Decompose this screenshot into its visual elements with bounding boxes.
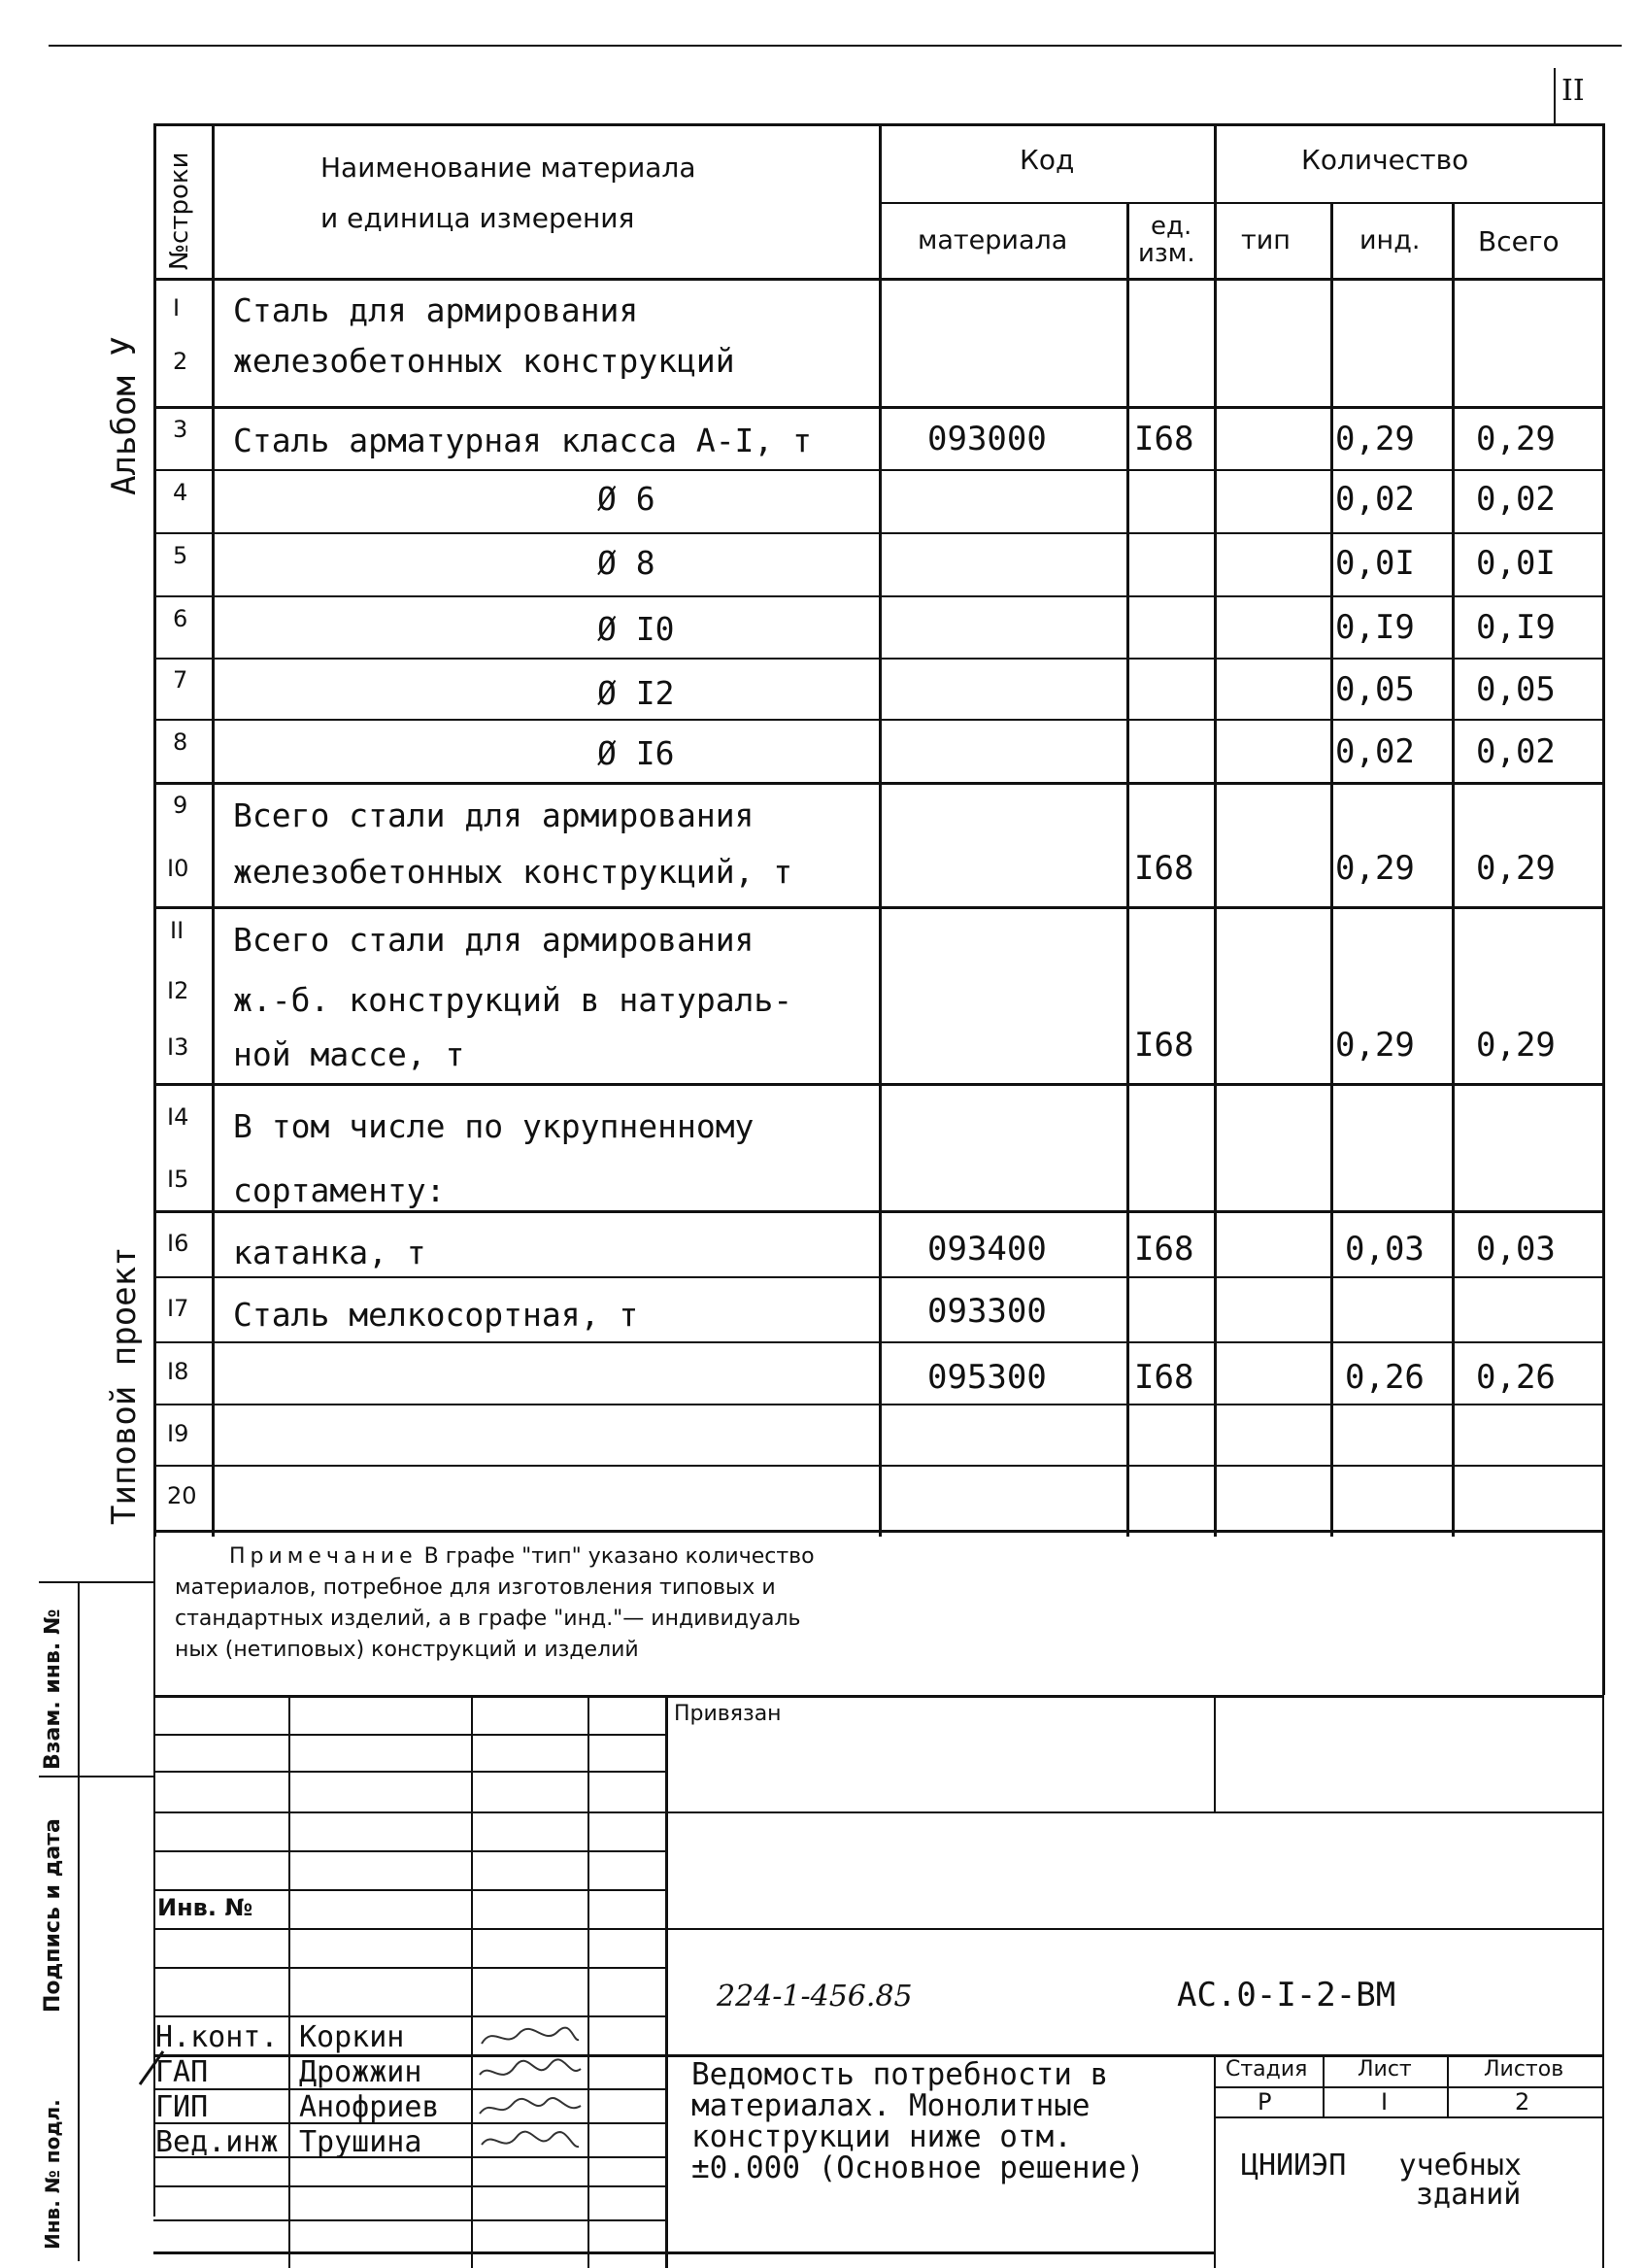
col-line-4	[1214, 123, 1217, 1537]
col-line-3	[1126, 202, 1129, 1537]
row-name: катанка, т	[233, 1234, 426, 1271]
row-name: железобетонных конструкций	[233, 342, 735, 380]
stamp-row	[153, 2015, 665, 2017]
row-number: 6	[173, 605, 188, 632]
header-tip: тип	[1241, 225, 1291, 255]
col-line-0	[153, 123, 156, 1537]
header-unit-a: ед.	[1151, 212, 1192, 241]
row-number: 9	[173, 792, 188, 819]
row-ind: 0,29	[1335, 420, 1415, 458]
note-label: Примечание	[229, 1544, 418, 1569]
margin-col	[78, 1581, 80, 2261]
signature-trushina	[476, 2125, 583, 2158]
stamp-row	[153, 1889, 665, 1891]
stamp-right-low	[1602, 1695, 1604, 2268]
header-material: материала	[918, 225, 1068, 255]
row-line	[153, 406, 1602, 409]
row-name: Ø I0	[597, 610, 675, 648]
row-number: I7	[167, 1295, 189, 1322]
row-name: Ø 8	[597, 544, 655, 582]
row-number: 4	[173, 479, 188, 506]
stamp-col-4	[665, 1695, 668, 2268]
note-line3: стандартных изделий, а в графе "инд."— индивидуаль	[175, 1607, 801, 1631]
stamp-stage-label: Стадия	[1225, 2057, 1308, 2082]
row-line	[153, 782, 1602, 785]
row-name: Ø I6	[597, 734, 675, 772]
col-line-6	[1452, 202, 1455, 1537]
stamp-diagonal	[136, 2049, 165, 2088]
row-number: I5	[167, 1166, 189, 1193]
row-line	[153, 1083, 1602, 1086]
stamp-col-3	[587, 1695, 589, 2268]
stamp-row	[153, 1850, 665, 1852]
row-ind: 0,02	[1335, 480, 1415, 519]
header-ind: инд.	[1359, 225, 1421, 255]
row-total: 0,02	[1476, 480, 1556, 519]
row-ind: 0,29	[1335, 1026, 1415, 1065]
note-text1: В графе "тип" указано количество	[423, 1544, 815, 1569]
row-total: 0,03	[1476, 1230, 1556, 1269]
row-line	[153, 1465, 1602, 1467]
row-code: 093400	[927, 1230, 1047, 1269]
row-line	[153, 1210, 1602, 1213]
row-number: I8	[167, 1358, 189, 1385]
row-name: Сталь для армирования	[233, 291, 639, 329]
stamp-title-l4: ±0.000 (Основное решение)	[691, 2150, 1145, 2185]
row-total: 0,26	[1476, 1358, 1556, 1397]
stamp-role: ГАП	[155, 2055, 209, 2089]
header-bottom	[153, 278, 1602, 281]
row-line	[153, 906, 1602, 909]
stamp-role: ГИП	[155, 2090, 209, 2124]
stamp-row	[153, 1811, 1602, 1813]
col-line-7	[1602, 123, 1605, 1537]
stamp-bottom	[153, 2251, 1214, 2254]
row-name: Ø 6	[597, 480, 655, 518]
stamp-row	[153, 1967, 665, 1969]
row-ind: 0,I9	[1335, 608, 1415, 647]
stamp-sheets-label: Листов	[1484, 2057, 1564, 2082]
row-name: В том числе по укрупненному	[233, 1107, 755, 1145]
stamp-row	[153, 1771, 665, 1773]
margin-inv-podl: Инв. № подл.	[41, 2099, 64, 2250]
row-name: Сталь арматурная класса А-I, т	[233, 422, 813, 459]
stamp-row	[1214, 2086, 1602, 2088]
stamp-title-l3: конструкции ниже отм.	[691, 2119, 1072, 2154]
signature-drozhzhin	[476, 2055, 583, 2088]
header-quantity: Количество	[1301, 144, 1469, 176]
stamp-privyazan: Привязан	[674, 1702, 782, 1726]
col-line-1	[212, 123, 215, 1537]
row-line	[153, 595, 1602, 597]
note-line1	[229, 1544, 815, 1569]
stamp-code: АС.0-I-2-ВМ	[1177, 1976, 1396, 2014]
row-line	[153, 719, 1602, 721]
stamp-person: Трушина	[299, 2125, 422, 2159]
stamp-person: Анофриев	[299, 2090, 440, 2124]
margin-line	[39, 1581, 153, 1583]
row-total: 0,05	[1476, 670, 1556, 709]
stamp-sheets: 2	[1515, 2088, 1530, 2116]
margin-project: Типовой проект	[105, 1246, 144, 1525]
page-number: II	[1561, 74, 1585, 108]
row-ind: 0,0I	[1335, 544, 1415, 583]
stamp-row	[153, 1734, 665, 1736]
row-number: I3	[167, 1033, 189, 1061]
row-name: Всего стали для армирования	[233, 921, 755, 959]
stamp-org-l2: зданий	[1416, 2178, 1522, 2212]
row-line	[153, 469, 1602, 471]
stamp-col-2	[471, 1695, 473, 2268]
stamp-title-l1: Ведомость потребности в	[691, 2057, 1109, 2092]
header-total: Всего	[1478, 225, 1560, 257]
row-line	[153, 532, 1602, 534]
row-code: 093000	[927, 420, 1047, 458]
row-ind: 0,26	[1345, 1358, 1425, 1397]
stamp-person: Дрожжин	[299, 2055, 422, 2089]
row-line	[153, 1404, 1602, 1405]
signature-anofriev	[476, 2090, 583, 2123]
row-number: 2	[173, 348, 188, 375]
row-line	[153, 1276, 1602, 1278]
row-name: железобетонных конструкций, т	[233, 853, 793, 891]
stamp-col-5	[1214, 1695, 1216, 1811]
row-total: 0,29	[1476, 420, 1556, 458]
row-name: Ø I2	[597, 674, 675, 712]
row-total: 0,29	[1476, 849, 1556, 888]
row-line	[153, 1341, 1602, 1343]
row-ind: 0,29	[1335, 849, 1415, 888]
stamp-row	[153, 2219, 665, 2221]
margin-line	[39, 1776, 153, 1777]
row-name: Всего стали для армирования	[233, 796, 755, 834]
stamp-row	[1214, 2116, 1602, 2118]
row-number: 8	[173, 728, 188, 756]
stamp-person: Коркин	[299, 2020, 405, 2054]
margin-podpis: Подпись и дата	[41, 1818, 65, 2013]
row-unit: I68	[1134, 420, 1194, 458]
stamp-top	[153, 1695, 1602, 1698]
note-line4: ных (нетиповых) конструкций и изделий	[175, 1638, 639, 1662]
header-row-no: №строки	[165, 152, 194, 270]
row-ind: 0,03	[1345, 1230, 1425, 1269]
row-total: 0,29	[1476, 1026, 1556, 1065]
row-unit: I68	[1134, 1230, 1194, 1269]
header-code: Код	[1020, 144, 1075, 176]
row-total: 0,02	[1476, 732, 1556, 771]
row-unit: I68	[1134, 849, 1194, 888]
signature-korkin	[476, 2020, 583, 2053]
col-line-2	[879, 123, 882, 1537]
stamp-title-l2: материалах. Монолитные	[691, 2088, 1090, 2123]
row-total: 0,I9	[1476, 608, 1556, 647]
row-name: ной массе, т	[233, 1035, 465, 1073]
row-number: 3	[173, 416, 188, 443]
row-number: I	[173, 294, 181, 322]
table-bottom	[153, 1530, 1602, 1533]
row-number: I4	[167, 1103, 189, 1131]
row-name: ж.-б. конструкций в натураль-	[233, 981, 793, 1019]
row-unit: I68	[1134, 1358, 1194, 1397]
stamp-stage: Р	[1258, 2088, 1272, 2116]
row-ind: 0,02	[1335, 732, 1415, 771]
stamp-right	[1602, 1537, 1605, 1695]
row-number: I0	[167, 855, 189, 882]
row-line	[153, 658, 1602, 660]
stamp-col-7	[1323, 2054, 1325, 2116]
page-number-border	[1554, 68, 1556, 126]
stamp-row	[153, 2185, 665, 2187]
margin-vzam: Взам. инв. №	[41, 1608, 65, 1770]
stamp-org-l1: ЦНИИЭП учебных	[1241, 2149, 1522, 2183]
stamp-doc-number: 224-1-456.85	[717, 1980, 913, 2014]
table-top	[153, 123, 1602, 126]
row-number: II	[170, 917, 185, 944]
stamp-inv-no: Инв. №	[157, 1894, 253, 1921]
row-number: 20	[167, 1482, 197, 1509]
stamp-sheet: I	[1381, 2088, 1389, 2116]
row-number: I9	[167, 1420, 189, 1447]
col-line-5	[1330, 202, 1333, 1537]
header-name-line1: Наименование материала	[320, 152, 696, 184]
row-number: I6	[167, 1230, 189, 1257]
stamp-col-8	[1447, 2054, 1449, 2116]
stamp-col-1	[288, 1695, 290, 2268]
header-mid	[879, 202, 1602, 204]
row-ind: 0,05	[1335, 670, 1415, 709]
note-line2: материалов, потребное для изготовления типовых и	[175, 1575, 776, 1600]
top-rule	[49, 45, 1622, 47]
row-number: 7	[173, 666, 188, 694]
stamp-role: Вед.инж	[155, 2125, 279, 2159]
margin-album: Альбом У	[105, 336, 144, 495]
row-code: 093300	[927, 1292, 1047, 1331]
row-name: сортаменту:	[233, 1171, 446, 1209]
row-unit: I68	[1134, 1026, 1194, 1065]
row-total: 0,0I	[1476, 544, 1556, 583]
row-number: I2	[167, 977, 189, 1004]
row-number: 5	[173, 542, 188, 569]
stamp-sheet-label: Лист	[1358, 2057, 1412, 2082]
row-name: Сталь мелкосортная, т	[233, 1296, 639, 1334]
row-code: 095300	[927, 1358, 1047, 1397]
stamp-row	[153, 1928, 1602, 1930]
header-name-line2: и единица измерения	[320, 202, 635, 234]
stamp-role: Н.конт.	[155, 2020, 279, 2054]
header-unit-b: изм.	[1138, 239, 1195, 268]
